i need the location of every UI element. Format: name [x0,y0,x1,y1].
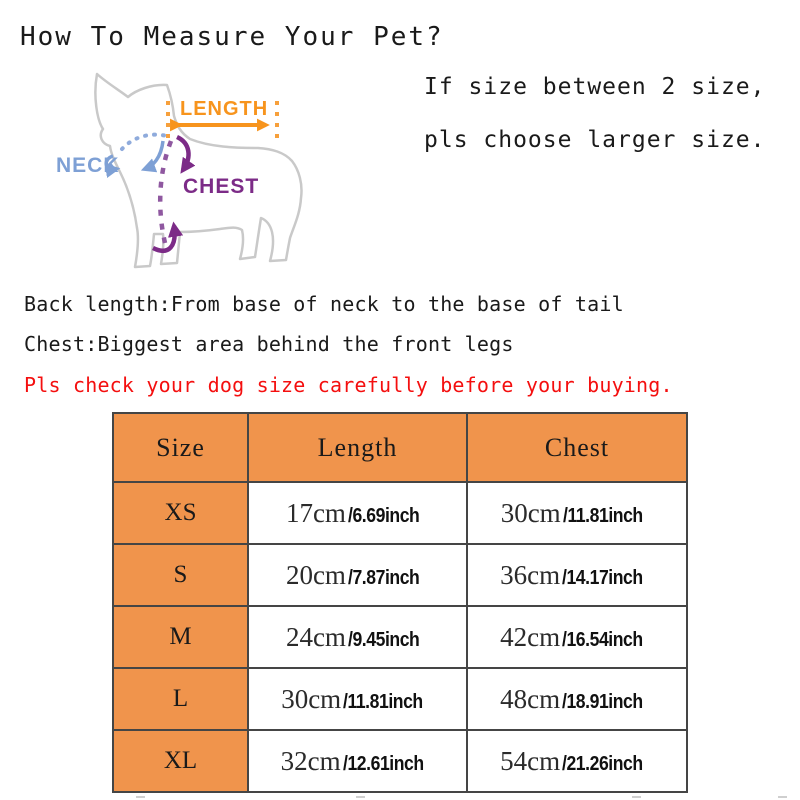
size-note-line1: If size between 2 size, [424,74,766,100]
warning-text: Pls check your dog size carefully before your buying. [24,373,673,397]
size-note-line2: pls choose larger size. [424,127,766,153]
size-cell: M [113,606,248,668]
table-row-xl [113,730,687,792]
length-cell [248,482,467,544]
length-inch: /12.61inch [342,752,424,775]
chest-cm: 48cm [500,683,561,714]
cropped-row-tick [778,796,787,798]
length-label: LENGTH [180,98,269,120]
column-header-length: Length [248,413,467,482]
table-header-row [113,413,687,482]
chest-cell [467,482,687,544]
table-row-m [113,606,687,668]
length-inch: /11.81inch [343,690,423,713]
chest-cm: 36cm [500,559,561,590]
chest-cm: 30cm [500,497,561,528]
size-cell: S [113,544,248,606]
size-table [112,412,688,793]
length-cell [248,544,467,606]
length-cm: 32cm [280,745,341,776]
size-cell: XL [113,730,248,792]
dog-measure-diagram [40,60,340,295]
chest-cell [467,544,687,606]
chest-inch: /11.81inch [562,504,643,527]
table-row-s [113,544,687,606]
chest-label: CHEST [183,175,260,198]
cropped-row-tick [136,796,145,798]
length-cm: 17cm [285,497,346,528]
length-cell [248,606,467,668]
neck-label: NECK [56,154,120,177]
back-length-instruction: Back length:From base of neck to the base of tail [24,292,624,316]
length-cell [248,730,467,792]
length-inch: /6.69inch [347,504,420,527]
chest-cell [467,668,687,730]
length-cm: 24cm [285,621,346,652]
column-header-chest: Chest [467,413,687,482]
chest-inch: /16.54inch [562,628,643,651]
table-row-l [113,668,687,730]
page-title: How To Measure Your Pet? [20,22,444,52]
length-cell [248,668,467,730]
table-row-xs [113,482,687,544]
chest-instruction: Chest:Biggest area behind the front legs [24,332,514,356]
size-cell: L [113,668,248,730]
length-inch: /9.45inch [347,628,420,651]
cropped-row-tick [356,796,365,798]
length-inch: /7.87inch [347,566,420,589]
chest-cell [467,606,687,668]
chest-cm: 42cm [500,621,561,652]
chest-inch: /21.26inch [562,752,643,775]
column-header-size: Size [113,413,248,482]
chest-inch: /18.91inch [562,690,643,713]
length-cm: 30cm [281,683,342,714]
chest-cell [467,730,687,792]
size-cell: XS [113,482,248,544]
chest-inch: /14.17inch [562,566,643,589]
chest-cm: 54cm [500,745,561,776]
cropped-row-tick [632,796,641,798]
length-cm: 20cm [285,559,346,590]
